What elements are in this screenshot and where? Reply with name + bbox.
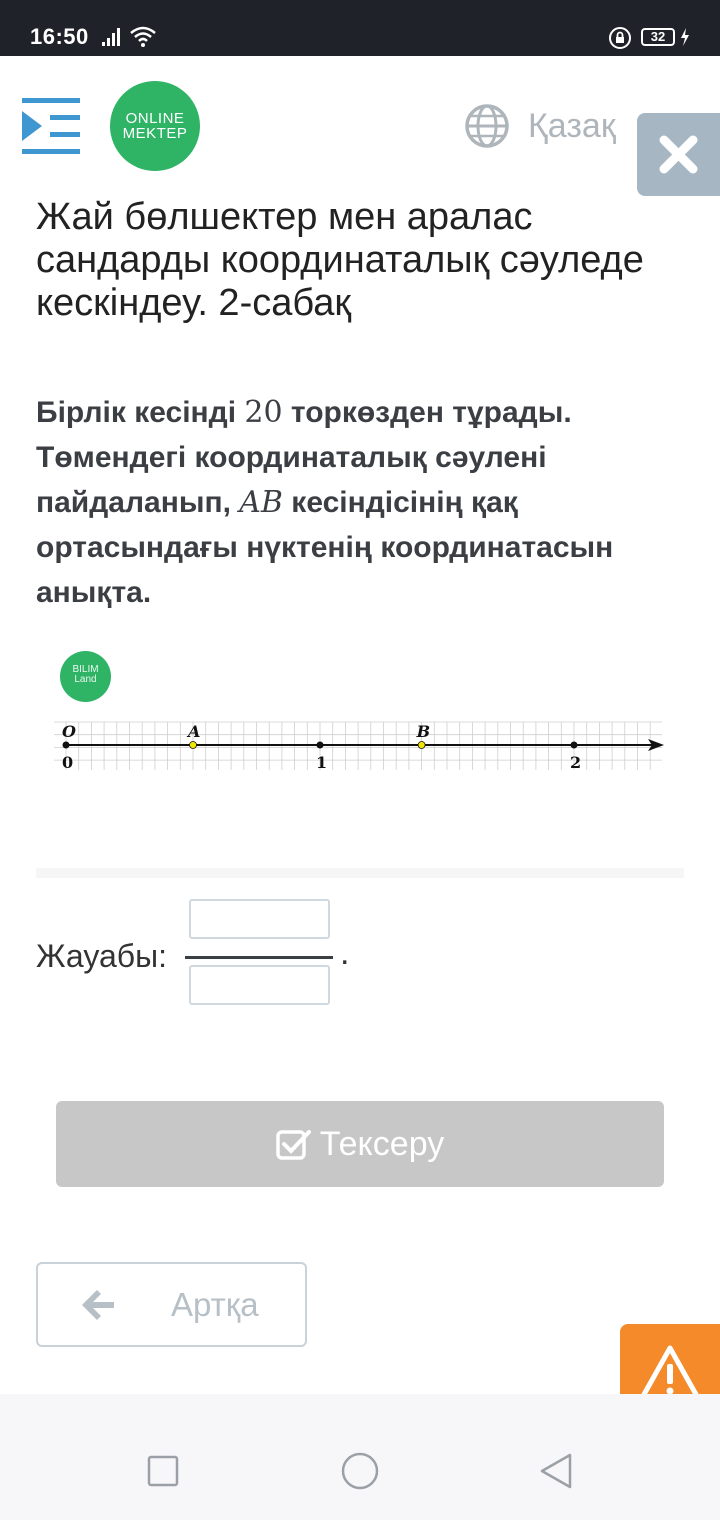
- point-o: [63, 742, 70, 749]
- fraction-bar: [185, 956, 333, 959]
- check-button-label: Тексеру: [319, 1124, 445, 1163]
- section-divider: [36, 868, 684, 878]
- tick-label-2: 2: [570, 753, 582, 772]
- label-o: O: [62, 722, 76, 741]
- question-number: 20: [244, 395, 283, 430]
- back-button[interactable]: [36, 1262, 307, 1347]
- numerator-input[interactable]: [189, 899, 330, 939]
- label-a: A: [188, 722, 201, 741]
- page-title: Жай бөлшектер мен аралас сандарды координаталық сәуледе кескіндеу. 2-сабақ: [36, 196, 644, 324]
- recent-apps-icon[interactable]: [146, 1454, 180, 1488]
- question-text: [36, 390, 676, 615]
- question-segment: AB: [239, 485, 283, 520]
- answer-end-dot: .: [340, 934, 350, 972]
- denominator-input[interactable]: [189, 965, 330, 1005]
- point-two: [571, 742, 578, 749]
- logo-line1: ONLINE: [125, 110, 185, 127]
- menu-toggle-icon[interactable]: [22, 98, 82, 154]
- screen-lock-icon: [608, 26, 632, 50]
- wifi-icon: [130, 26, 156, 48]
- arrow-left-icon: [80, 1288, 116, 1322]
- signal-icon: [102, 28, 122, 46]
- status-bar: [0, 0, 720, 56]
- answer-label: Жауабы:: [36, 938, 167, 974]
- globe-icon: [464, 103, 510, 149]
- battery-indicator: 32: [641, 28, 675, 46]
- point-one: [317, 742, 324, 749]
- close-icon: [637, 113, 720, 196]
- charging-icon: [680, 28, 690, 46]
- question-part1: Бірлік кесінді: [36, 396, 245, 429]
- tick-label-1: 1: [316, 753, 328, 772]
- logo-line2: MEKTEP: [122, 125, 188, 142]
- check-button[interactable]: [56, 1101, 664, 1187]
- home-icon[interactable]: [340, 1451, 380, 1491]
- coordinate-ray: [50, 716, 670, 776]
- online-mektep-logo[interactable]: [110, 81, 200, 171]
- bilim-line1: BILIM: [72, 664, 99, 675]
- label-b: B: [416, 722, 431, 741]
- bilimland-logo: [60, 651, 111, 702]
- back-nav-icon[interactable]: [538, 1452, 574, 1490]
- bilim-line2: Land: [74, 674, 97, 685]
- language-label: Қазақ: [528, 106, 616, 145]
- question-part2: торкөзден тұрады. Төмендегі координаталық сәулені пайдаланып,: [36, 396, 572, 519]
- close-button[interactable]: [637, 113, 720, 196]
- status-time: 16:50: [30, 24, 89, 49]
- tick-label-0: 0: [62, 753, 74, 772]
- point-b: [418, 742, 425, 749]
- question-part3: кесіндісінің қақ ортасындағы нүктенің координатасын анықта.: [36, 486, 614, 609]
- point-a: [190, 742, 197, 749]
- checkbox-check-icon: [276, 1128, 312, 1160]
- language-selector[interactable]: [464, 102, 616, 150]
- back-button-label: Артқа: [171, 1286, 259, 1323]
